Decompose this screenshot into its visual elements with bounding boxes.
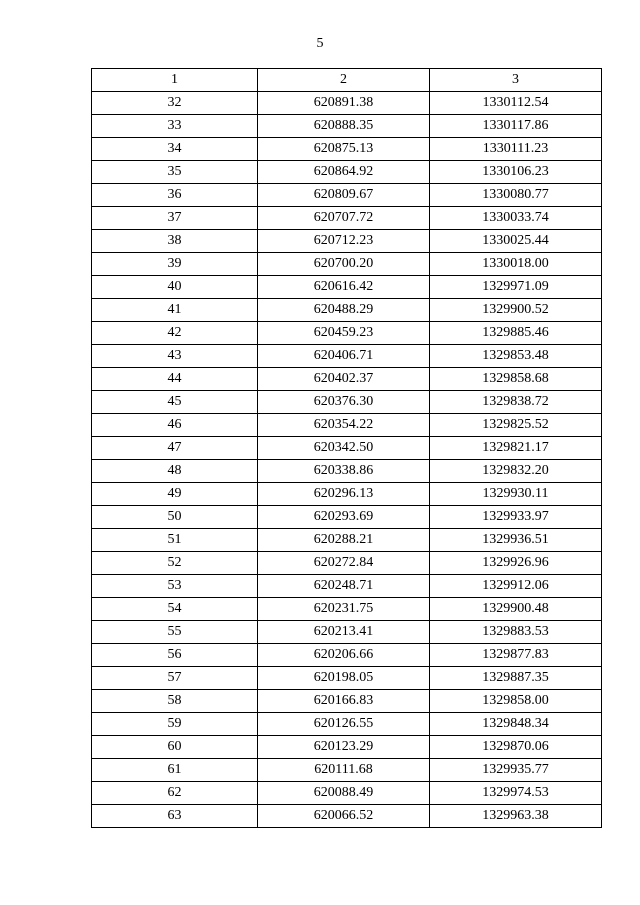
table-row	[92, 253, 602, 276]
table-cell-col-1: 54	[92, 598, 258, 621]
table-cell-col-2: 620111.68	[258, 759, 430, 782]
table-cell-col-2: 620123.29	[258, 736, 430, 759]
table-cell-col-1: 56	[92, 644, 258, 667]
table-cell-col-1: 32	[92, 92, 258, 115]
table-cell-col-2: 620338.86	[258, 460, 430, 483]
table-cell-col-3: 1329926.96	[430, 552, 602, 575]
table-cell-col-3: 1330080.77	[430, 184, 602, 207]
column-header-3: 3	[430, 69, 602, 92]
table-cell-col-2: 620402.37	[258, 368, 430, 391]
table-row	[92, 575, 602, 598]
table-cell-col-1: 60	[92, 736, 258, 759]
table-row	[92, 299, 602, 322]
table-cell-col-3: 1329848.34	[430, 713, 602, 736]
table-row	[92, 713, 602, 736]
table-cell-col-2: 620406.71	[258, 345, 430, 368]
column-header-1: 1	[92, 69, 258, 92]
table-row	[92, 690, 602, 713]
table-row	[92, 460, 602, 483]
table-cell-col-1: 42	[92, 322, 258, 345]
table-cell-col-2: 620213.41	[258, 621, 430, 644]
table-cell-col-3: 1330018.00	[430, 253, 602, 276]
table-cell-col-1: 35	[92, 161, 258, 184]
table-cell-col-1: 41	[92, 299, 258, 322]
table-cell-col-1: 48	[92, 460, 258, 483]
table-cell-col-2: 620616.42	[258, 276, 430, 299]
table-cell-col-3: 1329870.06	[430, 736, 602, 759]
table-cell-col-2: 620376.30	[258, 391, 430, 414]
table-cell-col-1: 46	[92, 414, 258, 437]
table-cell-col-1: 63	[92, 805, 258, 828]
table-cell-col-3: 1329858.00	[430, 690, 602, 713]
table-cell-col-3: 1330112.54	[430, 92, 602, 115]
table-cell-col-1: 43	[92, 345, 258, 368]
table-cell-col-3: 1329963.38	[430, 805, 602, 828]
table-cell-col-3: 1329936.51	[430, 529, 602, 552]
table-cell-col-3: 1329821.17	[430, 437, 602, 460]
table-cell-col-2: 620342.50	[258, 437, 430, 460]
table-cell-col-3: 1330111.23	[430, 138, 602, 161]
table-row	[92, 759, 602, 782]
table-cell-col-1: 36	[92, 184, 258, 207]
table-cell-col-2: 620088.49	[258, 782, 430, 805]
table-cell-col-2: 620198.05	[258, 667, 430, 690]
table-cell-col-1: 47	[92, 437, 258, 460]
table-cell-col-2: 620126.55	[258, 713, 430, 736]
table-cell-col-2: 620206.66	[258, 644, 430, 667]
table-cell-col-1: 49	[92, 483, 258, 506]
table-cell-col-2: 620712.23	[258, 230, 430, 253]
table-cell-col-2: 620864.92	[258, 161, 430, 184]
table-row	[92, 368, 602, 391]
table-cell-col-1: 44	[92, 368, 258, 391]
table-cell-col-1: 53	[92, 575, 258, 598]
table-cell-col-3: 1329832.20	[430, 460, 602, 483]
table-cell-col-3: 1329971.09	[430, 276, 602, 299]
table-row	[92, 230, 602, 253]
table-cell-col-1: 62	[92, 782, 258, 805]
table-cell-col-2: 620066.52	[258, 805, 430, 828]
table-cell-col-2: 620891.38	[258, 92, 430, 115]
table-cell-col-2: 620272.84	[258, 552, 430, 575]
table-cell-col-1: 61	[92, 759, 258, 782]
table-cell-col-3: 1329883.53	[430, 621, 602, 644]
table-cell-col-2: 620166.83	[258, 690, 430, 713]
table-row	[92, 782, 602, 805]
table-cell-col-1: 57	[92, 667, 258, 690]
table-row	[92, 115, 602, 138]
table-body	[92, 92, 602, 828]
table-cell-col-1: 55	[92, 621, 258, 644]
table-cell-col-3: 1329887.35	[430, 667, 602, 690]
table-row	[92, 184, 602, 207]
table-cell-col-1: 38	[92, 230, 258, 253]
table-cell-col-3: 1330033.74	[430, 207, 602, 230]
table-cell-col-2: 620700.20	[258, 253, 430, 276]
column-header-2: 2	[258, 69, 430, 92]
coordinates-table	[91, 68, 602, 828]
table-row	[92, 667, 602, 690]
table-row	[92, 644, 602, 667]
table-cell-col-3: 1329912.06	[430, 575, 602, 598]
table-cell-col-2: 620888.35	[258, 115, 430, 138]
table-cell-col-2: 620707.72	[258, 207, 430, 230]
table-row	[92, 736, 602, 759]
table-cell-col-1: 37	[92, 207, 258, 230]
table-row	[92, 598, 602, 621]
table-cell-col-3: 1329900.48	[430, 598, 602, 621]
table-cell-col-3: 1329825.52	[430, 414, 602, 437]
table-cell-col-2: 620488.29	[258, 299, 430, 322]
table-cell-col-2: 620809.67	[258, 184, 430, 207]
table-cell-col-1: 33	[92, 115, 258, 138]
table-cell-col-3: 1329900.52	[430, 299, 602, 322]
table-row	[92, 322, 602, 345]
table-cell-col-2: 620459.23	[258, 322, 430, 345]
table-cell-col-3: 1329933.97	[430, 506, 602, 529]
table-row	[92, 621, 602, 644]
table-cell-col-3: 1329853.48	[430, 345, 602, 368]
header-row	[92, 69, 602, 92]
table-cell-col-2: 620296.13	[258, 483, 430, 506]
table-row	[92, 276, 602, 299]
table-cell-col-3: 1330117.86	[430, 115, 602, 138]
table-cell-col-3: 1329858.68	[430, 368, 602, 391]
table-cell-col-1: 59	[92, 713, 258, 736]
table-cell-col-1: 51	[92, 529, 258, 552]
table-cell-col-3: 1329974.53	[430, 782, 602, 805]
page-number: 5	[316, 36, 324, 51]
table-cell-col-2: 620231.75	[258, 598, 430, 621]
table-cell-col-1: 45	[92, 391, 258, 414]
table-row	[92, 529, 602, 552]
table-cell-col-3: 1329885.46	[430, 322, 602, 345]
table-cell-col-3: 1329930.11	[430, 483, 602, 506]
table-row	[92, 207, 602, 230]
table-row	[92, 92, 602, 115]
table-cell-col-2: 620875.13	[258, 138, 430, 161]
table-row	[92, 161, 602, 184]
table-cell-col-1: 50	[92, 506, 258, 529]
table-cell-col-3: 1329877.83	[430, 644, 602, 667]
table-row	[92, 345, 602, 368]
table-row	[92, 483, 602, 506]
table-row	[92, 506, 602, 529]
table-row	[92, 437, 602, 460]
table-row	[92, 138, 602, 161]
table-cell-col-2: 620354.22	[258, 414, 430, 437]
table-cell-col-3: 1329935.77	[430, 759, 602, 782]
table-cell-col-1: 39	[92, 253, 258, 276]
table-row	[92, 552, 602, 575]
table-cell-col-2: 620288.21	[258, 529, 430, 552]
table-cell-col-1: 58	[92, 690, 258, 713]
table-cell-col-3: 1330025.44	[430, 230, 602, 253]
table-header	[92, 69, 602, 92]
table-cell-col-1: 52	[92, 552, 258, 575]
table-cell-col-2: 620293.69	[258, 506, 430, 529]
table-row	[92, 414, 602, 437]
table-cell-col-1: 40	[92, 276, 258, 299]
table-cell-col-2: 620248.71	[258, 575, 430, 598]
table-cell-col-3: 1329838.72	[430, 391, 602, 414]
table-row	[92, 391, 602, 414]
table-cell-col-3: 1330106.23	[430, 161, 602, 184]
table-row	[92, 805, 602, 828]
table-cell-col-1: 34	[92, 138, 258, 161]
